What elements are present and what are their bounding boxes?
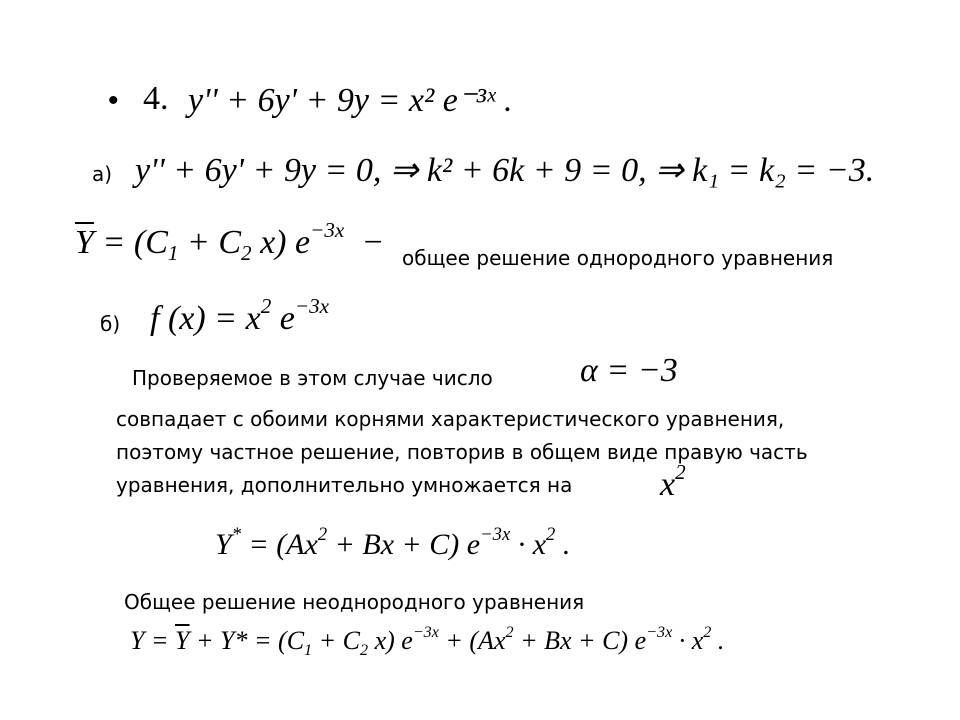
part-b-label: б) (100, 312, 121, 336)
bullet: • (108, 84, 119, 117)
y-bar: $\overline{Y}$ (75, 224, 94, 261)
explanation-line-3: уравнения, дополнительно умножается на (116, 473, 573, 497)
alpha-value: α = −3 (580, 352, 678, 389)
characteristic-equation: y'' + 6y' + 9y = 0, ⇒ k² + 6k + 9 = 0, ⇒ k₁ = k₂ = −3. (135, 152, 875, 189)
multiplier-x-squared: $x^2$ (660, 460, 686, 503)
explanation-line-1: совпадает с обоими корнями характеристического уравнения, (116, 407, 785, 431)
general-heading: Общее решение неоднородного уравнения (124, 590, 585, 614)
explanation-line-2: поэтому частное решение, повторив в общем виде правую часть (116, 440, 808, 464)
problem-equation: y'' + 6y' + 9y = x² e⁻³ˣ . (188, 82, 513, 119)
right-side-function: f $(x) = x^2$ $e^{-3x}$ (150, 294, 329, 337)
particular-solution: $Y^* = (Ax^2 + Bx + C) e^{-3x} \cdot x^2$ . (215, 524, 571, 561)
check-number-text: Проверяемое в этом случае число (132, 366, 493, 390)
part-a-label: а) (92, 162, 113, 186)
problem-number: 4. (143, 80, 169, 117)
homogeneous-description: общее решение однородного уравнения (402, 246, 834, 270)
general-solution: $Y = \overline{Y} + Y* = (C_1 + C_2$ x) $e^{-3x} + (Ax^2 + Bx + C) e^{-3x} \cdot x^2$ . (130, 623, 725, 659)
homogeneous-solution: $\overline{Y} = (C_1 + C_2$ x) $e^{-3x}$ − (75, 218, 385, 266)
